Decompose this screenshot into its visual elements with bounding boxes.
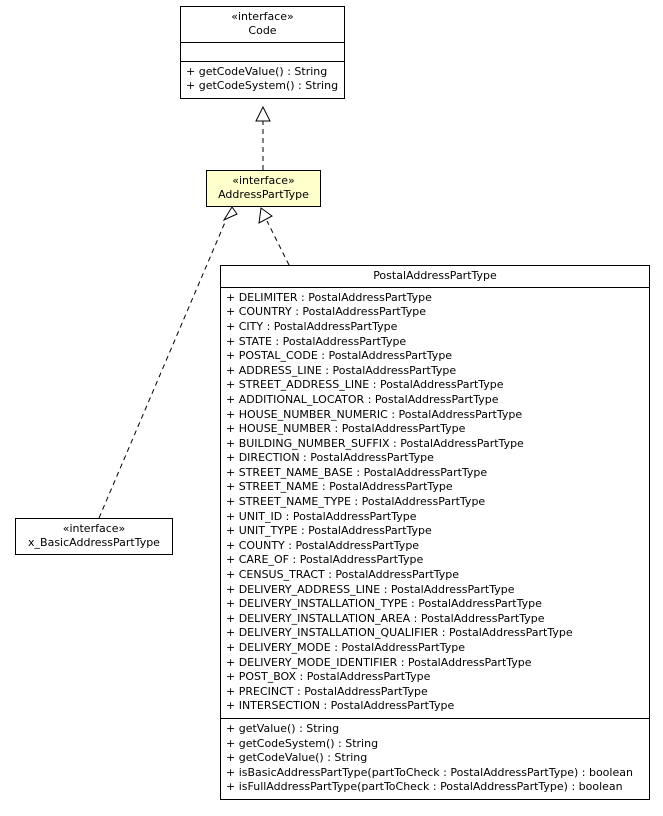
attribute-item: + UNIT_ID : PostalAddressPartType xyxy=(226,509,417,523)
class-name: PostalAddressPartType xyxy=(373,269,497,282)
edge-basic-to-addresspart xyxy=(99,207,237,518)
class-header-postal-address-part-type xyxy=(221,266,649,287)
attribute-item: + POSTAL_CODE : PostalAddressPartType xyxy=(226,349,453,363)
class-node-x-basic-address-part-type[interactable] xyxy=(15,518,173,555)
attribute-item: + POST_BOX : PostalAddressPartType xyxy=(226,670,431,684)
class-node-postal-address-part-type[interactable] xyxy=(220,265,650,800)
attributes-compartment-postal xyxy=(221,288,649,718)
attribute-item: + STREET_NAME_TYPE : PostalAddressPartType xyxy=(226,495,486,509)
attribute-item: + DELIVERY_INSTALLATION_AREA : PostalAddressPartType xyxy=(226,611,545,625)
attribute-item: + DIRECTION : PostalAddressPartType xyxy=(226,451,434,465)
operation-item: + isFullAddressPartType(partToCheck : PostalAddressPartType) : boolean xyxy=(226,780,623,794)
operation-item: + getCodeValue() : String xyxy=(226,751,368,765)
class-header-code xyxy=(181,7,344,42)
class-name: x_BasicAddressPartType xyxy=(28,535,160,549)
operation-item: + getCodeSystem() : String xyxy=(186,79,339,93)
attribute-item: + DELIMITER : PostalAddressPartType xyxy=(226,290,432,304)
class-header-x-basic-address-part-type xyxy=(16,519,172,554)
attribute-item: + DELIVERY_MODE_IDENTIFIER : PostalAddressPartType xyxy=(226,655,532,669)
attribute-item: + COUNTY : PostalAddressPartType xyxy=(226,538,420,552)
attribute-item: + STREET_ADDRESS_LINE : PostalAddressPartType xyxy=(226,378,504,392)
attribute-item: + ADDRESS_LINE : PostalAddressPartType xyxy=(226,363,457,377)
attribute-item: + STATE : PostalAddressPartType xyxy=(226,334,407,348)
operation-item: + isBasicAddressPartType(partToCheck : PostalAddressPartType) : boolean xyxy=(226,765,633,779)
attribute-item: + DELIVERY_ADDRESS_LINE : PostalAddressPartType xyxy=(226,582,515,596)
class-name: AddressPartType xyxy=(218,187,309,201)
class-name: Code xyxy=(248,23,277,37)
attribute-item: + CITY : PostalAddressPartType xyxy=(226,319,398,333)
attribute-item: + BUILDING_NUMBER_SUFFIX : PostalAddressPartType xyxy=(226,436,524,450)
attribute-item: + CENSUS_TRACT : PostalAddressPartType xyxy=(226,568,460,582)
edge-addresspart-to-code xyxy=(256,107,270,170)
operations-compartment-postal xyxy=(221,719,649,799)
class-node-code[interactable] xyxy=(180,6,345,99)
attribute-item: + ADDITIONAL_LOCATOR : PostalAddressPartType xyxy=(226,392,499,406)
edge-postal-to-addresspart xyxy=(259,208,289,265)
class-stereotype: «interface» xyxy=(232,174,295,187)
attribute-item: + DELIVERY_MODE : PostalAddressPartType xyxy=(226,641,466,654)
attribute-item: + UNIT_TYPE : PostalAddressPartType xyxy=(226,524,432,538)
attributes-compartment-code xyxy=(181,43,344,61)
operation-item: + getValue() : String xyxy=(226,721,340,735)
attribute-item: + STREET_NAME_BASE : PostalAddressPartType xyxy=(226,465,488,479)
operation-item: + getCodeValue() : String xyxy=(186,64,328,78)
attribute-item: + HOUSE_NUMBER : PostalAddressPartType xyxy=(226,422,466,436)
operation-item: + getCodeSystem() : String xyxy=(226,736,379,750)
attribute-item: + DELIVERY_INSTALLATION_TYPE : PostalAddressPartType xyxy=(226,597,542,611)
attribute-item: + HOUSE_NUMBER_NUMERIC : PostalAddressPartType xyxy=(226,407,523,421)
attribute-item: + DELIVERY_INSTALLATION_QUALIFIER : PostalAddressPartType xyxy=(226,626,573,640)
attribute-item: + INTERSECTION : PostalAddressPartType xyxy=(226,699,455,713)
class-stereotype: «interface» xyxy=(231,10,294,23)
attribute-item: + STREET_NAME : PostalAddressPartType xyxy=(226,480,453,494)
attribute-item: + COUNTRY : PostalAddressPartType xyxy=(226,305,427,319)
attribute-item: + PRECINCT : PostalAddressPartType xyxy=(226,684,428,698)
class-node-address-part-type[interactable] xyxy=(206,170,321,207)
class-header-address-part-type xyxy=(207,171,320,206)
operations-compartment-code xyxy=(181,62,344,98)
attribute-item: + CARE_OF : PostalAddressPartType xyxy=(226,553,424,567)
class-stereotype: «interface» xyxy=(62,522,126,535)
